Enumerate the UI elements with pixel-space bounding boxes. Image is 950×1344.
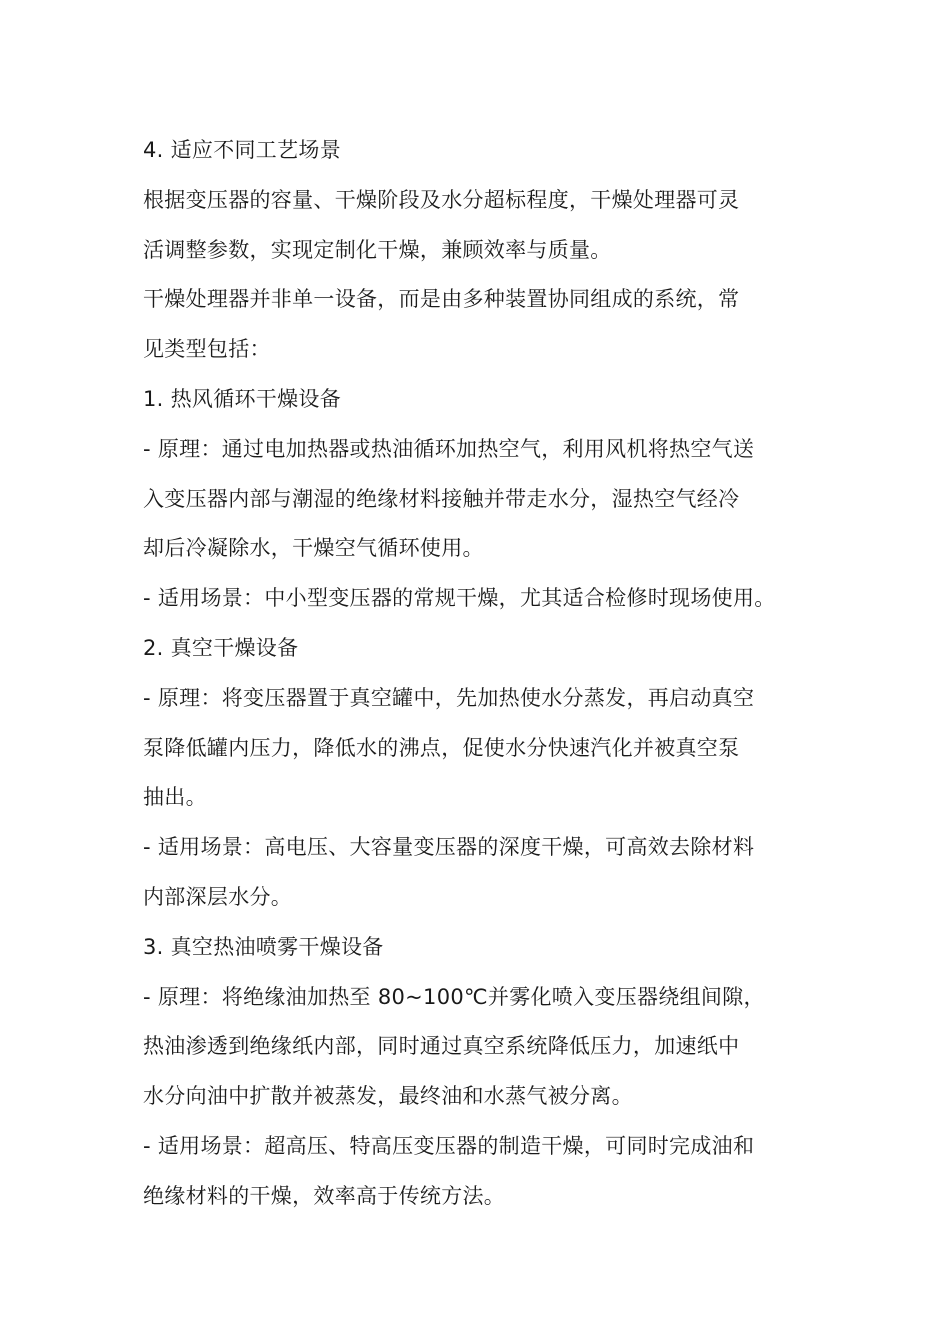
scenario-line: - 适用场景：超高压、特高压变压器的制造干燥，可同时完成油和: [143, 1133, 755, 1158]
paragraph-line: 干燥处理器并非单一设备，而是由多种装置协同组成的系统，常: [143, 287, 740, 312]
principle-line: 泵降低罐内压力，降低水的沸点，促使水分快速汽化并被真空泵: [143, 735, 740, 760]
principle-line: - 原理：通过电加热器或热油循环加热空气，利用风机将热空气送: [143, 436, 755, 461]
section-heading-3: 3. 真空热油喷雾干燥设备: [143, 934, 384, 959]
section-heading-2: 2. 真空干燥设备: [143, 635, 299, 660]
principle-line: - 原理：将变压器置于真空罐中，先加热使水分蒸发，再启动真空: [143, 685, 755, 710]
scenario-line: - 适用场景：高电压、大容量变压器的深度干燥，可高效去除材料: [143, 835, 755, 860]
principle-line: 入变压器内部与潮湿的绝缘材料接触并带走水分，湿热空气经冷: [143, 486, 740, 511]
scenario-line: 绝缘材料的干燥，效率高于传统方法。: [143, 1183, 506, 1208]
principle-line: 抽出。: [143, 785, 207, 810]
principle-line: - 原理：将绝缘油加热至 80~100℃并雾化喷入变压器绕组间隙，: [143, 984, 765, 1009]
paragraph-line: 见类型包括：: [143, 337, 271, 362]
principle-line: 热油渗透到绝缘纸内部，同时通过真空系统降低压力，加速纸中: [143, 1034, 740, 1059]
scenario-line: - 适用场景：中小型变压器的常规干燥，尤其适合检修时现场使用。: [143, 586, 776, 611]
principle-line: 却后冷凝除水，干燥空气循环使用。: [143, 536, 484, 561]
paragraph-line: 活调整参数，实现定制化干燥，兼顾效率与质量。: [143, 237, 612, 262]
document-body: [143, 126, 815, 1222]
scenario-line: 内部深层水分。: [143, 884, 293, 909]
paragraph-line: 根据变压器的容量、干燥阶段及水分超标程度，干燥处理器可灵: [143, 187, 740, 212]
principle-line: 水分向油中扩散并被蒸发，最终油和水蒸气被分离。: [143, 1084, 633, 1109]
section-heading-4: 4. 适应不同工艺场景: [143, 138, 342, 162]
section-heading-1: 1. 热风循环干燥设备: [143, 386, 342, 411]
